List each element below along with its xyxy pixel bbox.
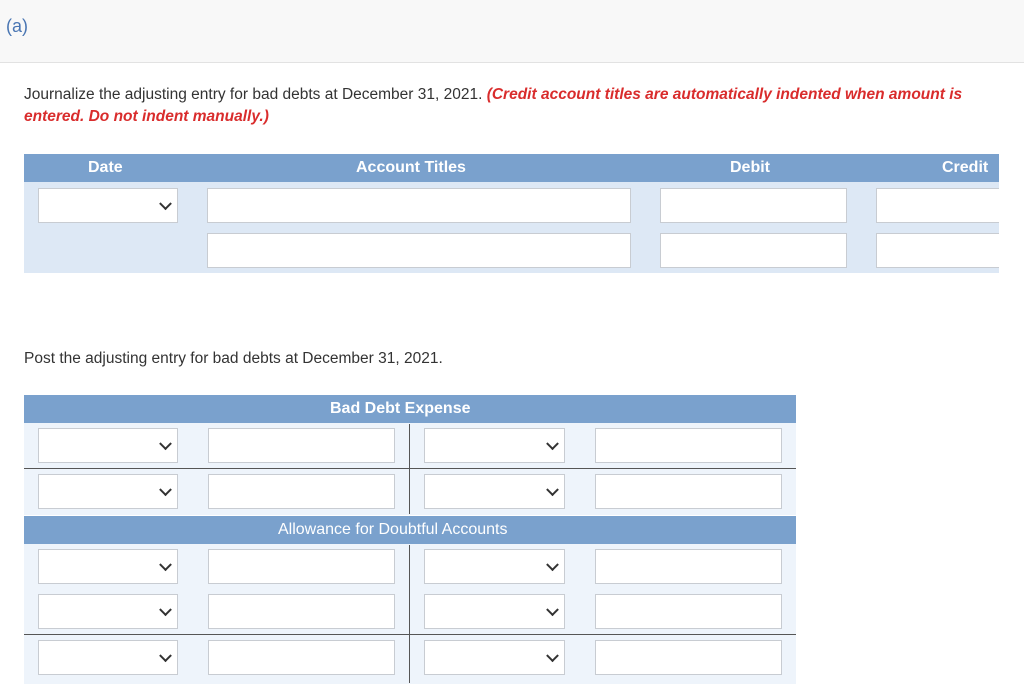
chevron-down-icon [546, 603, 559, 616]
bde-debit-date-select-2[interactable] [38, 474, 178, 509]
afda-credit-date-select-1[interactable] [424, 549, 565, 584]
afda-credit-amount-3[interactable] [595, 640, 782, 675]
chevron-down-icon [546, 437, 559, 450]
ledger-title-bad-debt-expense: Bad Debt Expense [330, 400, 471, 417]
afda-debit-amount-1[interactable] [208, 549, 395, 584]
chevron-down-icon [159, 558, 172, 571]
post-instruction: Post the adjusting entry for bad debts at December 31, 2021. [24, 350, 443, 367]
chevron-down-icon [159, 437, 172, 450]
journal-instruction [24, 84, 999, 128]
chevron-down-icon [159, 649, 172, 662]
ledger-divider [24, 634, 796, 635]
ledger-title-allowance: Allowance for Doubtful Accounts [278, 521, 508, 538]
t-account-center-line [409, 545, 410, 683]
afda-debit-amount-3[interactable] [208, 640, 395, 675]
chevron-down-icon [159, 483, 172, 496]
ledger-divider [24, 468, 796, 469]
col-header-date: Date [88, 159, 123, 176]
journal-credit-input-1[interactable] [876, 188, 999, 223]
col-header-credit: Credit [942, 159, 989, 176]
journal-account-input-2[interactable] [207, 233, 631, 268]
afda-credit-amount-1[interactable] [595, 549, 782, 584]
journal-credit-input-2[interactable] [876, 233, 999, 268]
journal-debit-input-2[interactable] [660, 233, 847, 268]
afda-debit-date-select-1[interactable] [38, 549, 178, 584]
t-account-center-line [409, 424, 410, 514]
journal-header-bar [24, 154, 999, 182]
chevron-down-icon [546, 483, 559, 496]
afda-debit-date-select-3[interactable] [38, 640, 178, 675]
journal-debit-input-1[interactable] [660, 188, 847, 223]
bde-credit-date-select-1[interactable] [424, 428, 565, 463]
afda-credit-date-select-2[interactable] [424, 594, 565, 629]
col-header-account-titles: Account Titles [356, 159, 466, 176]
afda-debit-date-select-2[interactable] [38, 594, 178, 629]
ledger-header-bad-debt-expense [24, 395, 796, 423]
journal-date-select[interactable] [38, 188, 178, 223]
journal-instruction-note: (Credit account titles are automatically indented when amount is entered. Do not indent manually.) [24, 86, 963, 125]
afda-credit-amount-2[interactable] [595, 594, 782, 629]
chevron-down-icon [159, 603, 172, 616]
ledger-header-allowance [24, 516, 796, 544]
col-header-debit: Debit [730, 159, 770, 176]
journal-instruction-text: Journalize the adjusting entry for bad debts at December 31, 2021. [24, 86, 487, 103]
bde-credit-date-select-2[interactable] [424, 474, 565, 509]
bde-credit-amount-1[interactable] [595, 428, 782, 463]
journal-account-input-1[interactable] [207, 188, 631, 223]
part-header [0, 0, 1024, 63]
part-label: (a) [6, 16, 28, 36]
bde-debit-date-select-1[interactable] [38, 428, 178, 463]
afda-credit-date-select-3[interactable] [424, 640, 565, 675]
bde-credit-amount-2[interactable] [595, 474, 782, 509]
bde-debit-amount-1[interactable] [208, 428, 395, 463]
chevron-down-icon [159, 197, 172, 210]
chevron-down-icon [546, 558, 559, 571]
chevron-down-icon [546, 649, 559, 662]
afda-debit-amount-2[interactable] [208, 594, 395, 629]
bde-debit-amount-2[interactable] [208, 474, 395, 509]
